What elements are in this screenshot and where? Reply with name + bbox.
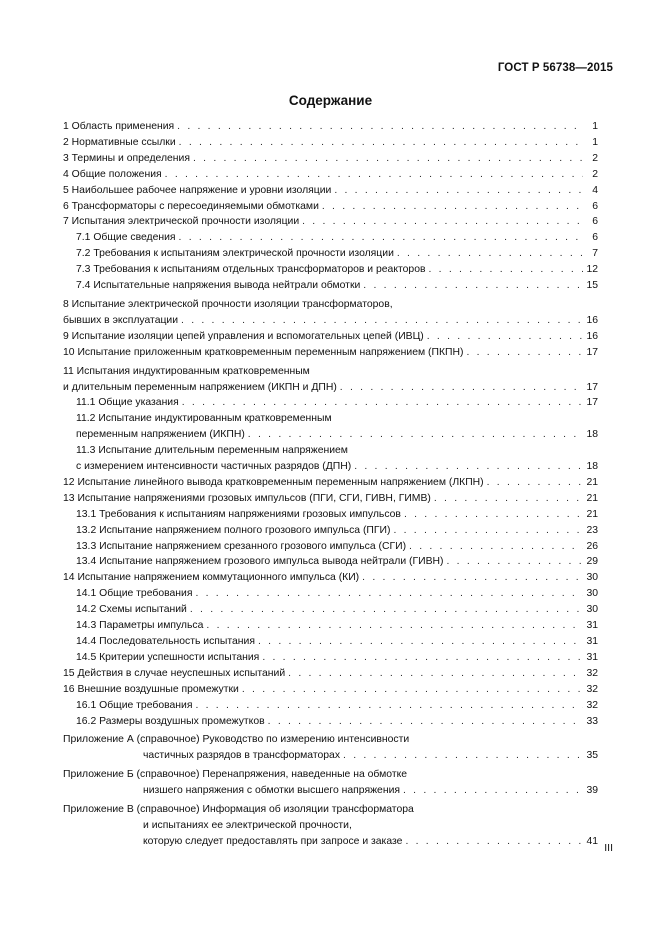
toc-entry-line bbox=[63, 714, 598, 730]
dot-leader bbox=[179, 230, 583, 246]
toc-entry[interactable] bbox=[63, 345, 598, 361]
toc-entry-line bbox=[63, 491, 598, 507]
toc-entry[interactable] bbox=[63, 539, 598, 555]
dot-leader bbox=[193, 151, 583, 167]
toc-page-number: 21 bbox=[586, 476, 598, 488]
toc-entry-line bbox=[63, 230, 598, 246]
dot-leader bbox=[362, 570, 583, 586]
toc-entry[interactable] bbox=[63, 119, 598, 135]
toc-entry-line bbox=[63, 329, 598, 345]
toc-entry-line bbox=[63, 246, 598, 262]
toc-entry[interactable] bbox=[63, 634, 598, 650]
toc-page-number: 21 bbox=[586, 508, 598, 520]
dot-leader bbox=[405, 834, 583, 850]
toc-entry-title: с измерением интенсивности частичных разрядов (ДПН) bbox=[76, 461, 352, 473]
dot-leader bbox=[181, 313, 583, 329]
toc-entry-line bbox=[63, 650, 598, 666]
toc-entry-title: которую следует предоставлять при запросе и заказе bbox=[143, 835, 403, 847]
toc-entry-line bbox=[63, 183, 598, 199]
toc-entry-line bbox=[63, 214, 598, 230]
toc-entry-line bbox=[63, 570, 598, 586]
dot-leader bbox=[427, 329, 583, 345]
dot-leader bbox=[343, 748, 583, 764]
dot-leader bbox=[322, 199, 583, 215]
toc-entry-line bbox=[63, 666, 598, 682]
toc-entry-line bbox=[63, 767, 598, 783]
toc-entry-line bbox=[63, 748, 598, 764]
toc-entry-title: 5 Наибольшее рабочее напряжение и уровни изоляции bbox=[63, 184, 332, 196]
toc-entry-line bbox=[63, 554, 598, 570]
toc-entry-title: 15 Действия в случае неуспешных испытаний bbox=[63, 667, 286, 679]
toc-entry-line bbox=[63, 313, 598, 329]
dot-leader bbox=[393, 523, 583, 539]
toc-entry[interactable] bbox=[63, 698, 598, 714]
dot-leader bbox=[182, 395, 583, 411]
dot-leader bbox=[248, 427, 583, 443]
dot-leader bbox=[258, 634, 583, 650]
toc-page-number: 41 bbox=[586, 835, 598, 847]
toc-entry-line bbox=[63, 834, 598, 850]
toc-page-number: 16 bbox=[586, 330, 598, 342]
toc-entry-title: 13.3 Испытание напряжением срезанного грозового импульса (СГИ) bbox=[76, 540, 407, 552]
toc-entry-title: 14.1 Общие требования bbox=[76, 588, 193, 600]
toc-page-number: 26 bbox=[586, 540, 598, 552]
toc-entry-line bbox=[63, 135, 598, 151]
toc-page-number: 33 bbox=[586, 715, 598, 727]
dot-leader bbox=[195, 586, 583, 602]
dot-leader bbox=[268, 714, 583, 730]
toc-entry[interactable] bbox=[63, 151, 598, 167]
toc-entry-line bbox=[63, 783, 598, 799]
toc-entry[interactable] bbox=[63, 491, 598, 507]
toc-page-number: 32 bbox=[586, 667, 598, 679]
toc-entry-title: 7.2 Требования к испытаниям электрической прочности изоляции bbox=[76, 248, 394, 260]
toc-entry-title: 14 Испытание напряжением коммутационного импульса (КИ) bbox=[63, 572, 360, 584]
dot-leader bbox=[487, 475, 583, 491]
toc-entry[interactable] bbox=[63, 618, 598, 634]
toc-entry-title: 7 Испытания электрической прочности изоляции bbox=[63, 216, 300, 228]
toc-entry-title: 16.2 Размеры воздушных промежутков bbox=[76, 715, 265, 727]
toc-page-number: 23 bbox=[586, 524, 598, 536]
toc-entry-line bbox=[63, 345, 598, 361]
toc-entry-title: 16 Внешние воздушные промежутки bbox=[63, 683, 239, 695]
toc-entry-title: 7.4 Испытательные напряжения вывода нейтрали обмотки bbox=[76, 280, 361, 292]
toc-entry-line bbox=[63, 475, 598, 491]
dot-leader bbox=[334, 183, 583, 199]
toc-entry[interactable] bbox=[63, 364, 598, 396]
toc-entry-title: 13 Испытание напряжениями грозовых импульсов (ПГИ, СГИ, ГИВН, ГИМВ) bbox=[63, 492, 431, 504]
toc-entry-title: 7.3 Требования к испытаниям отдельных трансформаторов и реакторов bbox=[76, 264, 426, 276]
toc-entry-title: 14.4 Последовательность испытания bbox=[76, 636, 255, 647]
dot-leader bbox=[195, 698, 583, 714]
dot-leader bbox=[288, 666, 583, 682]
toc-entry[interactable] bbox=[63, 714, 598, 730]
toc-entry-title: 16.1 Общие требования bbox=[76, 699, 193, 711]
toc-page-number: 30 bbox=[586, 588, 598, 600]
dot-leader bbox=[165, 167, 583, 183]
toc-entry-title: 2 Нормативные ссылки bbox=[63, 136, 176, 148]
dot-leader bbox=[363, 278, 583, 294]
toc-entry-line bbox=[63, 618, 598, 634]
toc-entry-line bbox=[63, 262, 598, 278]
toc-entry[interactable] bbox=[63, 650, 598, 666]
dot-leader bbox=[429, 262, 584, 278]
toc-entry-line bbox=[63, 507, 598, 523]
dot-leader bbox=[340, 380, 583, 396]
page-number: III bbox=[604, 842, 613, 854]
toc-entry-title: 13.4 Испытание напряжением грозового импульса вывода нейтрали (ГИВН) bbox=[76, 556, 444, 568]
toc-page-number: 31 bbox=[586, 651, 598, 663]
toc-page-number: 31 bbox=[586, 620, 598, 632]
dot-leader bbox=[302, 214, 583, 230]
toc-page-number: 1 bbox=[592, 121, 598, 132]
toc-entry-title: и длительным переменным напряжением (ИКПН и ДПН) bbox=[63, 381, 337, 393]
toc-title: Содержание bbox=[288, 93, 373, 108]
dot-leader bbox=[179, 135, 583, 151]
toc-entry-title: 4 Общие положения bbox=[63, 168, 162, 180]
toc-entry-line bbox=[63, 119, 598, 135]
toc-entry-title: 11.1 Общие указания bbox=[76, 397, 179, 409]
toc-entry-title: Приложение А (справочное) Руководство по измерению интенсивности bbox=[63, 734, 410, 746]
dot-leader bbox=[242, 682, 583, 698]
toc-entry-line bbox=[63, 732, 598, 748]
toc-entry-title: 11.3 Испытание длительным переменным напряжением bbox=[76, 445, 348, 457]
toc-page-number: 6 bbox=[592, 200, 598, 212]
toc-entry[interactable] bbox=[63, 475, 598, 491]
toc-entry-title: 13.2 Испытание напряжением полного грозового импульса (ПГИ) bbox=[76, 524, 391, 536]
toc-entry[interactable] bbox=[63, 570, 598, 586]
table-of-contents bbox=[63, 119, 598, 850]
toc-entry-title: 7.1 Общие сведения bbox=[76, 232, 176, 244]
toc-entry-title: частичных разрядов в трансформаторах bbox=[143, 750, 341, 762]
toc-entry-line bbox=[63, 278, 598, 294]
toc-page-number: 31 bbox=[586, 636, 598, 647]
toc-page-number: 1 bbox=[592, 136, 598, 148]
toc-entry[interactable] bbox=[63, 214, 598, 230]
dot-leader bbox=[466, 345, 583, 361]
dot-leader bbox=[409, 539, 583, 555]
toc-entry-title: низшего напряжения с обмотки высшего напряжения bbox=[143, 785, 400, 797]
dot-leader bbox=[434, 491, 583, 507]
toc-entry-line bbox=[63, 698, 598, 714]
toc-page-number: 18 bbox=[586, 429, 598, 441]
toc-entry-line bbox=[63, 602, 598, 618]
toc-entry-title: бывших в эксплуатации bbox=[63, 314, 179, 326]
toc-page-number: 6 bbox=[592, 232, 598, 244]
toc-entry[interactable] bbox=[63, 443, 598, 475]
dot-leader bbox=[262, 650, 583, 666]
toc-entry-title: 9 Испытание изоляции цепей управления и вспомогательных цепей (ИВЦ) bbox=[63, 330, 424, 342]
toc-entry-line bbox=[63, 586, 598, 602]
toc-entry-title: 13.1 Требования к испытаниям напряжениями грозовых импульсов bbox=[76, 508, 401, 520]
toc-page-number: 30 bbox=[586, 572, 598, 584]
toc-entry[interactable] bbox=[63, 278, 598, 294]
toc-entry-line bbox=[63, 523, 598, 539]
toc-entry[interactable] bbox=[63, 602, 598, 618]
toc-entry-line bbox=[63, 411, 598, 427]
dot-leader bbox=[206, 618, 583, 634]
toc-entry[interactable] bbox=[63, 554, 598, 570]
toc-entry-line bbox=[63, 427, 598, 443]
toc-entry-title: 6 Трансформаторы с пересоединяемыми обмотками bbox=[63, 200, 319, 212]
toc-entry[interactable] bbox=[63, 586, 598, 602]
dot-leader bbox=[397, 246, 583, 262]
dot-leader bbox=[190, 602, 583, 618]
toc-entry-line bbox=[63, 459, 598, 475]
toc-entry-line bbox=[63, 443, 598, 459]
toc-entry-annex[interactable] bbox=[63, 802, 598, 850]
toc-entry[interactable] bbox=[63, 411, 598, 443]
toc-page-number: 7 bbox=[592, 248, 598, 260]
toc-entry-line bbox=[63, 818, 598, 834]
toc-page-number: 12 bbox=[586, 264, 598, 276]
toc-entry[interactable] bbox=[63, 507, 598, 523]
toc-entry-title: и испытаниях ее электрической прочности, bbox=[143, 819, 352, 831]
toc-entry-title: 10 Испытание приложенным кратковременным переменным напряжением (ПКПН) bbox=[63, 346, 464, 358]
toc-page-number: 39 bbox=[586, 785, 598, 797]
dot-leader bbox=[403, 783, 583, 799]
toc-page-number: 32 bbox=[586, 699, 598, 711]
toc-entry[interactable] bbox=[63, 135, 598, 151]
toc-entry-line bbox=[63, 539, 598, 555]
toc-entry-title: 12 Испытание линейного вывода кратковременным переменным напряжением (ЛКПН) bbox=[63, 476, 484, 488]
toc-entry[interactable] bbox=[63, 246, 598, 262]
toc-entry-line bbox=[63, 380, 598, 396]
toc-entry[interactable] bbox=[63, 167, 598, 183]
document-code: ГОСТ Р 56738—2015 bbox=[497, 62, 613, 74]
toc-entry[interactable] bbox=[63, 666, 598, 682]
toc-entry-title: 11.2 Испытание индуктированным кратковременным bbox=[76, 413, 332, 425]
toc-entry-line bbox=[63, 167, 598, 183]
toc-entry[interactable] bbox=[63, 329, 598, 345]
toc-page-number: 2 bbox=[592, 152, 598, 164]
toc-page-number: 17 bbox=[586, 381, 598, 393]
toc-entry-line bbox=[63, 364, 598, 380]
toc-entry-title: переменным напряжением (ИКПН) bbox=[76, 429, 245, 441]
toc-entry-title: 14.3 Параметры импульса bbox=[76, 620, 204, 632]
toc-entry-line bbox=[63, 151, 598, 167]
toc-entry-title: Приложение В (справочное) Информация об изоляции трансформатора bbox=[63, 804, 414, 816]
toc-entry-title: 3 Термины и определения bbox=[63, 152, 190, 164]
toc-entry-line bbox=[63, 802, 598, 818]
toc-entry-title: 1 Область применения bbox=[63, 121, 175, 132]
toc-entry-line bbox=[63, 634, 598, 650]
toc-page-number: 18 bbox=[586, 461, 598, 473]
toc-page-number: 35 bbox=[586, 750, 598, 762]
toc-entry[interactable] bbox=[63, 395, 598, 411]
toc-page-number: 17 bbox=[586, 397, 598, 409]
toc-entry[interactable] bbox=[63, 523, 598, 539]
toc-entry-title: 11 Испытания индуктированным кратковременным bbox=[63, 365, 310, 377]
toc-page-number: 32 bbox=[586, 683, 598, 695]
toc-entry[interactable] bbox=[63, 297, 598, 329]
toc-entry-title: Приложение Б (справочное) Перенапряжения, наведенные на обмотке bbox=[63, 769, 408, 781]
toc-entry-title: 14.2 Схемы испытаний bbox=[76, 604, 187, 616]
toc-entry-line bbox=[63, 395, 598, 411]
toc-entry-line bbox=[63, 682, 598, 698]
toc-entry[interactable] bbox=[63, 199, 598, 215]
toc-entry-title: 8 Испытание электрической прочности изоляции трансформаторов, bbox=[63, 298, 393, 310]
toc-page-number: 4 bbox=[592, 184, 598, 196]
dot-leader bbox=[354, 459, 583, 475]
toc-page-number: 17 bbox=[586, 346, 598, 358]
dot-leader bbox=[446, 554, 583, 570]
toc-entry-annex[interactable] bbox=[63, 767, 598, 799]
toc-entry-annex[interactable] bbox=[63, 732, 598, 764]
toc-page-number: 2 bbox=[592, 168, 598, 180]
toc-entry[interactable] bbox=[63, 183, 598, 199]
toc-entry[interactable] bbox=[63, 682, 598, 698]
dot-leader bbox=[404, 507, 583, 523]
toc-entry-line bbox=[63, 297, 598, 313]
toc-page-number: 16 bbox=[586, 314, 598, 326]
toc-entry-line bbox=[63, 199, 598, 215]
toc-entry-title: 14.5 Критерии успешности испытания bbox=[76, 651, 260, 663]
toc-page-number: 6 bbox=[592, 216, 598, 228]
toc-page-number: 30 bbox=[586, 604, 598, 616]
toc-page-number: 15 bbox=[586, 280, 598, 292]
toc-entry[interactable] bbox=[63, 262, 598, 278]
dot-leader bbox=[177, 119, 583, 135]
toc-page-number: 29 bbox=[586, 556, 598, 568]
toc-entry[interactable] bbox=[63, 230, 598, 246]
toc-page-number: 21 bbox=[586, 492, 598, 504]
